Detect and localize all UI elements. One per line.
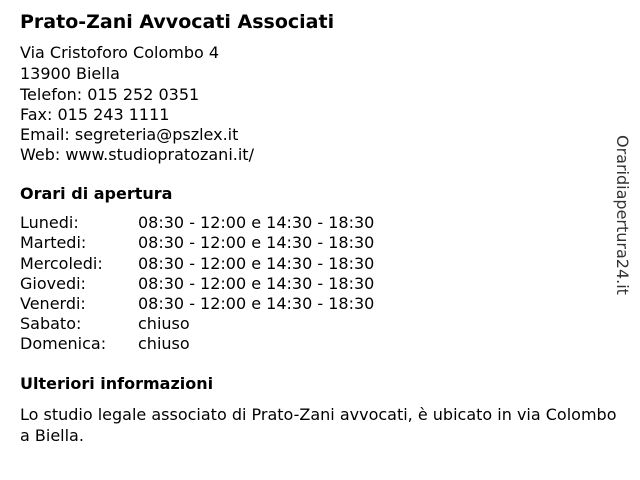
day-label: Martedi: xyxy=(20,233,87,252)
day-label: Lunedi: xyxy=(20,213,79,232)
more-info-heading: Ulteriori informazioni xyxy=(20,374,214,393)
email-text: Email: segreteria@pszlex.it xyxy=(20,125,239,144)
day-label: Mercoledi: xyxy=(20,254,103,273)
day-label: Domenica: xyxy=(20,334,107,353)
day-hours: 08:30 - 12:00 e 14:30 - 18:30 xyxy=(138,274,375,293)
day-label: Giovedi: xyxy=(20,274,86,293)
day-label: Sabato: xyxy=(20,314,82,333)
day-hours: 08:30 - 12:00 e 14:30 - 18:30 xyxy=(138,213,375,232)
address-street: Via Cristoforo Colombo 4 xyxy=(20,43,220,62)
day-label: Venerdi: xyxy=(20,294,86,313)
brand-watermark-text: Oraridiapertura24.it xyxy=(613,135,632,295)
address-city: 13900 Biella xyxy=(20,64,120,83)
company-name: Prato-Zani Avvocati Associati xyxy=(20,11,335,33)
day-hours: 08:30 - 12:00 e 14:30 - 18:30 xyxy=(138,254,375,273)
day-hours: 08:30 - 12:00 e 14:30 - 18:30 xyxy=(138,294,375,313)
day-hours: chiuso xyxy=(138,314,190,333)
opening-hours-heading: Orari di apertura xyxy=(20,184,173,203)
fax-text: Fax: 015 243 1111 xyxy=(20,105,170,124)
web-text: Web: www.studiopratozani.it/ xyxy=(20,145,254,164)
more-info-text: Lo studio legale associato di Prato-Zani avvocati, è ubicato in via Colombo a Biella. xyxy=(20,405,617,445)
day-hours: 08:30 - 12:00 e 14:30 - 18:30 xyxy=(138,233,375,252)
day-hours: chiuso xyxy=(138,334,190,353)
brand-watermark xyxy=(612,135,632,310)
phone-text: Telefon: 015 252 0351 xyxy=(20,85,200,104)
